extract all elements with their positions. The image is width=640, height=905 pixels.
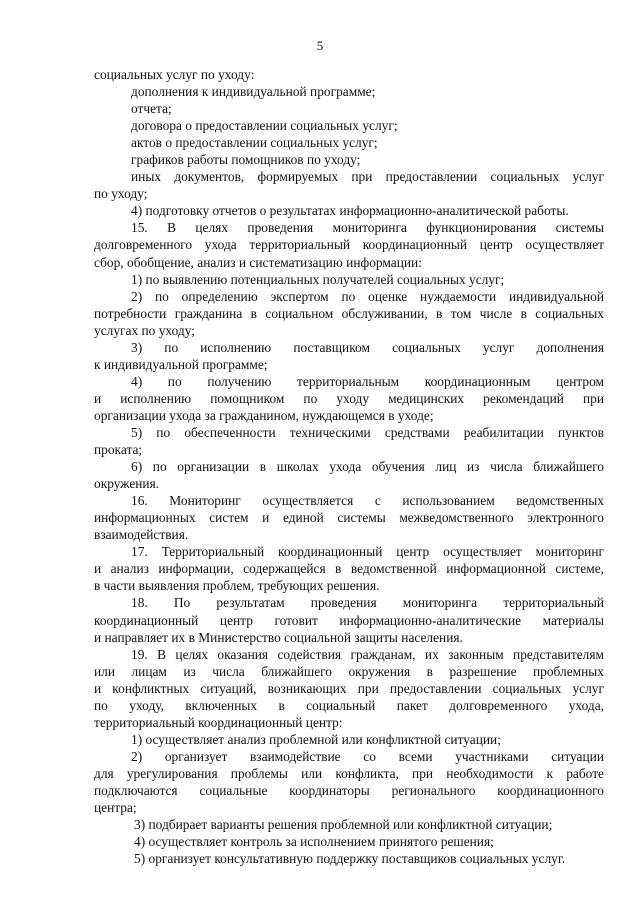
text-line: 5) организует консультативную поддержку поставщиков социальных услуг. [134,851,566,867]
text-line: графиков работы помощников по уходу; [131,152,361,168]
text-line: и анализ информации, содержащейся в ведомственной информационной системе, [94,561,604,577]
text-line: и исполнению помощником по уходу медицинских рекомендаций при [94,390,604,406]
text-line: 3) по исполнению поставщиком социальных услуг дополнения [131,339,604,355]
text-line: территориальный координационный центр: [94,714,343,730]
text-line: 1) осуществляет анализ проблемной или конфликтной ситуации; [131,731,501,747]
text-line: 4) подготовку отчетов о результатах информационно-аналитической работы. [131,203,569,219]
text-line: организации ухода за гражданином, нуждающемся в уходе; [94,407,434,423]
text-line: дополнения к индивидуальной программе; [131,84,376,100]
text-line: по уходу; [94,186,148,202]
text-line: сбор, обобщение, анализ и систематизацию информации: [94,254,422,270]
text-line: потребности гражданина в социальном обслуживании, в том числе в социальных [94,305,604,321]
text-line: отчета; [131,101,172,117]
text-line: договора о предоставлении социальных услуг; [131,118,398,134]
text-line: окружения. [94,476,160,492]
text-line: для урегулирования проблемы или конфликта, при необходимости к работе [94,765,604,781]
text-line: проката; [94,442,143,458]
text-line: актов о предоставлении социальных услуг; [131,135,378,151]
text-line: и конфликтных ситуаций, возникающих при предоставлении социальных услуг [94,680,604,696]
text-line: информационных систем и единой системы межведомственного электронного [94,510,604,526]
text-line: иных документов, формируемых при предоставлении социальных услуг [131,169,604,185]
page-number: 5 [316,38,324,53]
text-line: взаимодействия. [94,527,189,543]
text-line: и направляет их в Министерство социальной защиты населения. [94,629,463,645]
text-line: в части выявления проблем, требующих решения. [94,578,380,594]
text-line: 2) по определению экспертом по оценке нуждаемости индивидуальной [131,288,604,304]
text-line: социальных услуг по уходу: [94,67,255,82]
text-line: долговременного ухода территориальный координационный центр осуществляет [94,237,604,253]
text-line: 2) организует взаимодействие со всеми участниками ситуации [131,748,604,764]
text-line: 1) по выявлению потенциальных получателей социальных услуг; [131,271,505,287]
text-line: по уходу, включенных в социальный пакет долговременного ухода, [94,697,604,713]
text-line: 18. По результатам проведения мониторинга территориальный [131,595,604,611]
text-line: подключаются социальные координаторы регионального координационного [94,782,604,798]
text-line: услугах по уходу; [94,322,195,338]
text-line: 17. Территориальный координационный центр осуществляет мониторинг [131,544,604,560]
text-line: координационный центр готовит информационно-аналитические материалы [94,612,604,628]
text-line: 19. В целях оказания содействия гражданам, их законным представителям [131,646,604,662]
text-line: 5) по обеспеченности техническими средствами реабилитации пунктов [131,424,604,440]
text-line: 4) по получению территориальным координационным центром [131,373,604,389]
text-line: 3) подбирает варианты решения проблемной или конфликтной ситуации; [134,817,553,833]
text-line: 4) осуществляет контроль за исполнением принятого решения; [134,834,494,850]
document-body [94,66,604,867]
text-line: к индивидуальной программе; [94,356,268,372]
text-line: 16. Мониторинг осуществляется с использованием ведомственных [131,493,604,509]
text-line: центра; [94,800,137,816]
text-line: 15. В целях проведения мониторинга функционирования системы [131,220,604,236]
text-line: 6) по организации в школах ухода обучения лиц из числа ближайшего [131,459,604,475]
text-line: или лицам из числа ближайшего окружения в разрешение проблемных [94,663,604,679]
